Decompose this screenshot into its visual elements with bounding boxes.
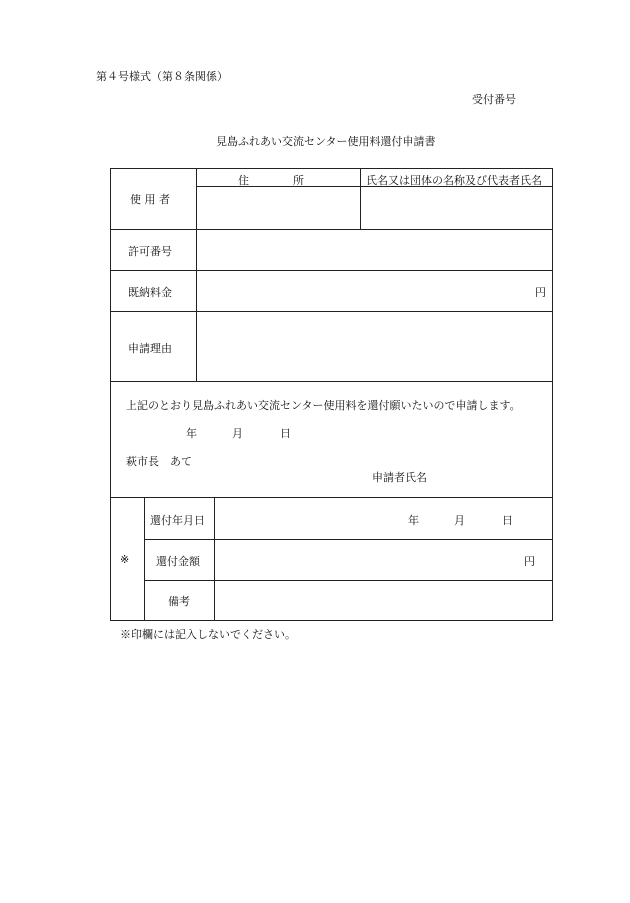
declaration-month: 月 (232, 427, 243, 440)
addressee: 萩市長 あて (126, 455, 192, 468)
row-divider-remarks (144, 580, 553, 581)
form-number: 第４号様式（第８条関係） (96, 70, 228, 83)
refund-date-day: 日 (502, 514, 513, 527)
declaration-day: 日 (280, 427, 291, 440)
table-border-top (110, 168, 553, 169)
office-use-mark: ※ (120, 553, 130, 566)
form-title: 見島ふれあい交流センター使用料還付申請書 (216, 135, 436, 148)
row-divider-declaration (110, 381, 553, 382)
table-border-bottom (110, 620, 553, 621)
applicant-name-label: 申請者氏名 (372, 471, 427, 484)
name-field[interactable] (362, 188, 551, 228)
reason-label: 申請理由 (128, 342, 172, 355)
declaration-statement: 上記のとおり見島ふれあい交流センター使用料を還付願いたいので申請します。 (126, 399, 521, 412)
refund-amount-label: 還付金額 (156, 555, 200, 568)
paid-fee-field[interactable] (198, 272, 551, 310)
remarks-label: 備考 (168, 595, 190, 608)
row-divider-permit (110, 229, 553, 230)
office-mark-divider (144, 497, 145, 621)
refund-amount-unit: 円 (524, 555, 535, 568)
table-border-left (110, 168, 111, 621)
permit-number-field[interactable] (198, 231, 551, 269)
reason-field[interactable] (198, 313, 551, 380)
refund-date-label: 還付年月日 (150, 514, 205, 527)
reception-number-label: 受付番号 (472, 93, 516, 106)
user-label: 使 用 者 (130, 193, 170, 206)
refund-date-month: 月 (454, 514, 465, 527)
row-divider-refund-amount (144, 539, 553, 540)
refund-amount-field[interactable] (216, 541, 551, 579)
address-name-divider (360, 168, 361, 230)
address-field[interactable] (198, 188, 359, 228)
footnote: ※印欄には記入しないでください。 (120, 628, 296, 641)
permit-number-label: 許可番号 (128, 245, 172, 258)
declaration-year: 年 (186, 427, 197, 440)
paid-fee-label: 既納料金 (128, 286, 172, 299)
name-header: 氏名又は団体の名称及び代表者氏名 (366, 174, 542, 187)
remarks-field[interactable] (216, 582, 551, 619)
row-divider-fee (110, 270, 553, 271)
office-label-divider (214, 497, 215, 621)
paid-fee-unit: 円 (535, 286, 546, 299)
address-header: 住 所 (238, 174, 304, 187)
row-divider-office (110, 497, 553, 498)
refund-date-year: 年 (408, 514, 419, 527)
refund-date-field[interactable] (216, 499, 551, 538)
row-divider-reason (110, 311, 553, 312)
table-border-right (552, 168, 553, 621)
label-column-divider (196, 168, 197, 382)
